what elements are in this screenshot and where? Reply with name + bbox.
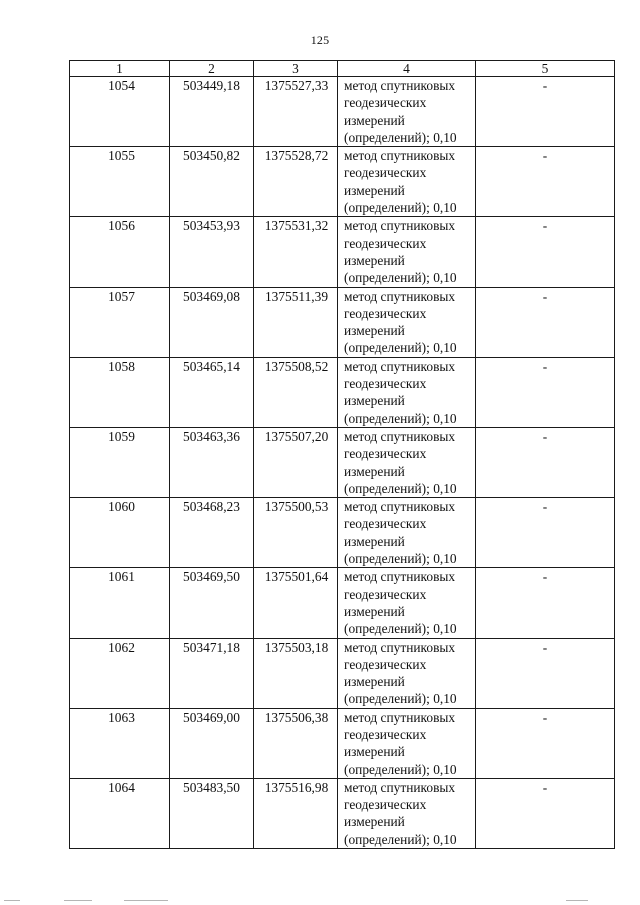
description-cell: - — [476, 498, 615, 568]
method-line: (определений); 0,10 — [344, 410, 457, 426]
method-cell — [338, 287, 476, 357]
method-line: (определений); 0,10 — [344, 551, 457, 567]
method-line: измерений — [344, 744, 405, 760]
method-line: измерений — [344, 674, 405, 690]
coordinate-y: 1375500,53 — [264, 499, 329, 515]
method-line: геодезических — [344, 165, 427, 181]
method-line: геодезических — [344, 305, 427, 321]
point-number-cell — [70, 147, 170, 217]
method-line: (определений); 0,10 — [344, 761, 457, 777]
method-line: метод спутниковых — [344, 218, 456, 234]
method-cell — [338, 427, 476, 497]
coordinate-x-cell: 503450,82 — [170, 147, 254, 217]
coordinate-x-cell: 503469,00 — [170, 708, 254, 778]
coordinate-y: 1375511,39 — [264, 288, 329, 304]
coordinate-x-cell: 503483,50 — [170, 778, 254, 848]
scan-artifact-line — [64, 900, 92, 901]
coordinate-x-cell: 503469,08 — [170, 287, 254, 357]
point-number: 1061 — [108, 569, 135, 585]
method-line: (определений); 0,10 — [344, 691, 457, 707]
point-number: 1058 — [108, 358, 135, 374]
coordinate-y-cell — [254, 708, 338, 778]
method-line: геодезических — [344, 95, 427, 111]
coordinate-y-cell — [254, 638, 338, 708]
method-line: измерений — [344, 393, 405, 409]
description-cell: - — [476, 708, 615, 778]
method-line: метод спутниковых — [344, 779, 456, 795]
coordinate-y-cell — [254, 77, 338, 147]
table-row — [70, 77, 615, 147]
coordinate-y: 1375506,38 — [264, 709, 329, 725]
coordinate-x-cell: 503468,23 — [170, 498, 254, 568]
coordinate-y-cell — [254, 147, 338, 217]
method-line: геодезических — [344, 656, 427, 672]
method-line: измерений — [344, 814, 405, 830]
coordinate-x-cell: 503469,50 — [170, 568, 254, 638]
method-line: геодезических — [344, 797, 427, 813]
method-line: геодезических — [344, 235, 427, 251]
point-number-cell — [70, 778, 170, 848]
method-line: метод спутниковых — [344, 499, 456, 515]
coordinate-x-cell: 503465,14 — [170, 357, 254, 427]
coordinate-x-cell: 503449,18 — [170, 77, 254, 147]
method-line: (определений); 0,10 — [344, 200, 457, 216]
method-line: геодезических — [344, 726, 427, 742]
method-line: геодезических — [344, 376, 427, 392]
method-cell — [338, 357, 476, 427]
method-line: измерений — [344, 112, 405, 128]
page-number: 125 — [310, 33, 330, 47]
method-cell — [338, 568, 476, 638]
method-line: измерений — [344, 533, 405, 549]
point-number-cell — [70, 217, 170, 287]
coordinate-y: 1375527,33 — [264, 78, 329, 93]
method-line: геодезических — [344, 516, 427, 532]
point-number: 1054 — [108, 78, 135, 93]
method-line: (определений); 0,10 — [344, 831, 457, 847]
coordinate-y-cell — [254, 217, 338, 287]
description-cell: - — [476, 638, 615, 708]
method-line: метод спутниковых — [344, 709, 456, 725]
method-cell — [338, 217, 476, 287]
method-line: (определений); 0,10 — [344, 621, 457, 637]
method-line: измерений — [344, 603, 405, 619]
coordinate-y: 1375508,52 — [264, 358, 329, 374]
method-line: измерений — [344, 463, 405, 479]
table-row — [70, 708, 615, 778]
method-line: (определений); 0,10 — [344, 129, 457, 145]
method-line: геодезических — [344, 446, 427, 462]
scan-footer-marks — [0, 898, 640, 904]
method-line: метод спутниковых — [344, 428, 456, 444]
method-line: измерений — [344, 323, 405, 339]
description-cell: - — [476, 77, 615, 147]
coordinate-y: 1375501,64 — [264, 569, 329, 585]
scan-artifact-line — [4, 900, 20, 901]
point-number: 1063 — [108, 709, 135, 725]
coordinate-y: 1375503,18 — [264, 639, 329, 655]
scan-artifact-line — [566, 900, 588, 901]
coordinate-x-cell: 503463,36 — [170, 427, 254, 497]
table-row — [70, 287, 615, 357]
method-cell — [338, 638, 476, 708]
coordinate-y-cell — [254, 427, 338, 497]
point-number-cell — [70, 498, 170, 568]
column-header-1: 1 — [70, 61, 170, 77]
table-row — [70, 638, 615, 708]
table-row — [70, 498, 615, 568]
column-header-5: 5 — [476, 61, 615, 77]
point-number: 1056 — [108, 218, 135, 234]
coordinate-y-cell — [254, 287, 338, 357]
method-line: измерений — [344, 182, 405, 198]
point-number-cell — [70, 287, 170, 357]
coordinate-y: 1375531,32 — [264, 218, 329, 234]
point-number: 1062 — [108, 639, 135, 655]
method-line: метод спутниковых — [344, 358, 456, 374]
description-cell: - — [476, 217, 615, 287]
method-line: метод спутниковых — [344, 148, 456, 164]
method-cell — [338, 77, 476, 147]
description-cell: - — [476, 427, 615, 497]
point-number-cell — [70, 708, 170, 778]
coordinate-y: 1375507,20 — [264, 428, 329, 444]
point-number-cell — [70, 638, 170, 708]
method-line: метод спутниковых — [344, 569, 456, 585]
point-number: 1055 — [108, 148, 135, 164]
description-cell: - — [476, 568, 615, 638]
coordinate-x-cell: 503471,18 — [170, 638, 254, 708]
column-header-3: 3 — [254, 61, 338, 77]
point-number-cell — [70, 357, 170, 427]
method-cell — [338, 147, 476, 217]
point-number-cell — [70, 427, 170, 497]
description-cell: - — [476, 778, 615, 848]
method-cell — [338, 708, 476, 778]
point-number: 1060 — [108, 499, 135, 515]
column-header-4: 4 — [338, 61, 476, 77]
coordinate-x-cell: 503453,93 — [170, 217, 254, 287]
column-header-2: 2 — [170, 61, 254, 77]
description-cell: - — [476, 147, 615, 217]
point-number: 1057 — [108, 288, 135, 304]
table-row — [70, 147, 615, 217]
description-cell: - — [476, 287, 615, 357]
method-line: метод спутниковых — [344, 78, 456, 93]
method-line: метод спутниковых — [344, 639, 456, 655]
point-number-cell — [70, 77, 170, 147]
coordinate-y: 1375528,72 — [264, 148, 329, 164]
method-line: (определений); 0,10 — [344, 270, 457, 286]
method-cell — [338, 498, 476, 568]
table-row — [70, 568, 615, 638]
coordinate-y-cell — [254, 357, 338, 427]
method-line: (определений); 0,10 — [344, 480, 457, 496]
point-number-cell — [70, 568, 170, 638]
table-row — [70, 427, 615, 497]
scan-artifact-line — [124, 900, 168, 901]
table-row — [70, 357, 615, 427]
coordinate-y-cell — [254, 568, 338, 638]
table-row — [70, 778, 615, 848]
table-row — [70, 217, 615, 287]
table-header-row — [70, 61, 615, 77]
coordinates-table — [69, 60, 615, 849]
coordinate-y: 1375516,98 — [264, 779, 329, 795]
description-cell: - — [476, 357, 615, 427]
point-number: 1059 — [108, 428, 135, 444]
table-body — [70, 61, 615, 849]
coordinate-y-cell — [254, 498, 338, 568]
method-line: (определений); 0,10 — [344, 340, 457, 356]
coordinate-y-cell — [254, 778, 338, 848]
method-line: метод спутниковых — [344, 288, 456, 304]
method-cell — [338, 778, 476, 848]
method-line: геодезических — [344, 586, 427, 602]
point-number: 1064 — [108, 779, 135, 795]
method-line: измерений — [344, 252, 405, 268]
